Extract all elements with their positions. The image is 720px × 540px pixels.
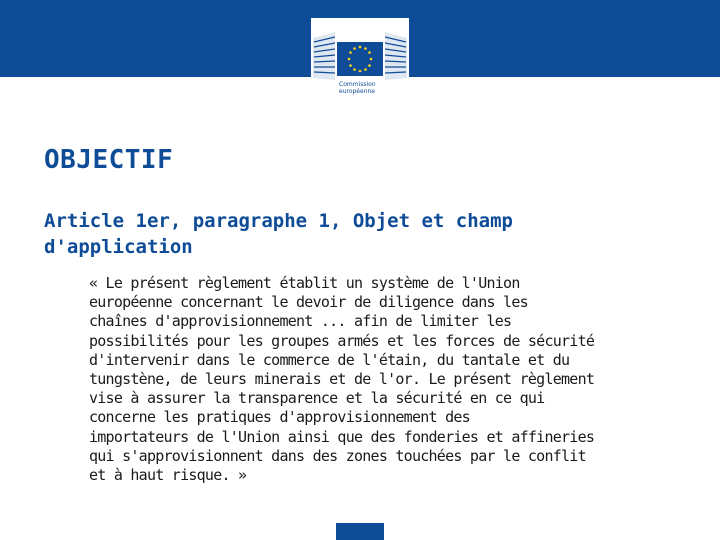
european-commission-logo [311,18,409,100]
quote-line: « Le présent règlement établit un système de l'Union [89,274,520,292]
logo-wordmark [339,81,399,95]
quote-line: importateurs de l'Union ainsi que des fonderies et affineries [89,427,595,446]
quote-line: d'intervenir dans le commerce de l'étain, du tantale et du [89,350,570,369]
logo-line-1: Commission [339,81,376,88]
subtitle-line-2: d'application [44,236,193,258]
article-quote [89,274,674,485]
quote-line: qui s'approvisionnent dans des zones touchées par le conflit [89,446,586,465]
quote-line: et à haut risque. » [89,466,247,485]
logo-line-2: européenne [339,88,375,95]
article-subtitle [44,208,664,260]
quote-line: concerne les pratiques d'approvisionnement des [89,408,470,427]
quote-line: vise à assurer la transparence et la sécurité en ce qui [89,389,545,408]
quote-line: possibilités pour les groupes armés et les forces de sécurité [89,331,595,350]
subtitle-line-1: Article 1er, paragraphe 1, Objet et champ [44,210,513,232]
page-title: OBJECTIF [44,145,174,175]
quote-line: tungstène, de leurs minerais et de l'or. Le présent règlement [89,370,595,389]
footer-tab [336,523,384,540]
quote-line: chaînes d'approvisionnement ... afin de limiter les [89,312,512,331]
quote-line: européenne concernant le devoir de diligence dans les [89,293,528,312]
